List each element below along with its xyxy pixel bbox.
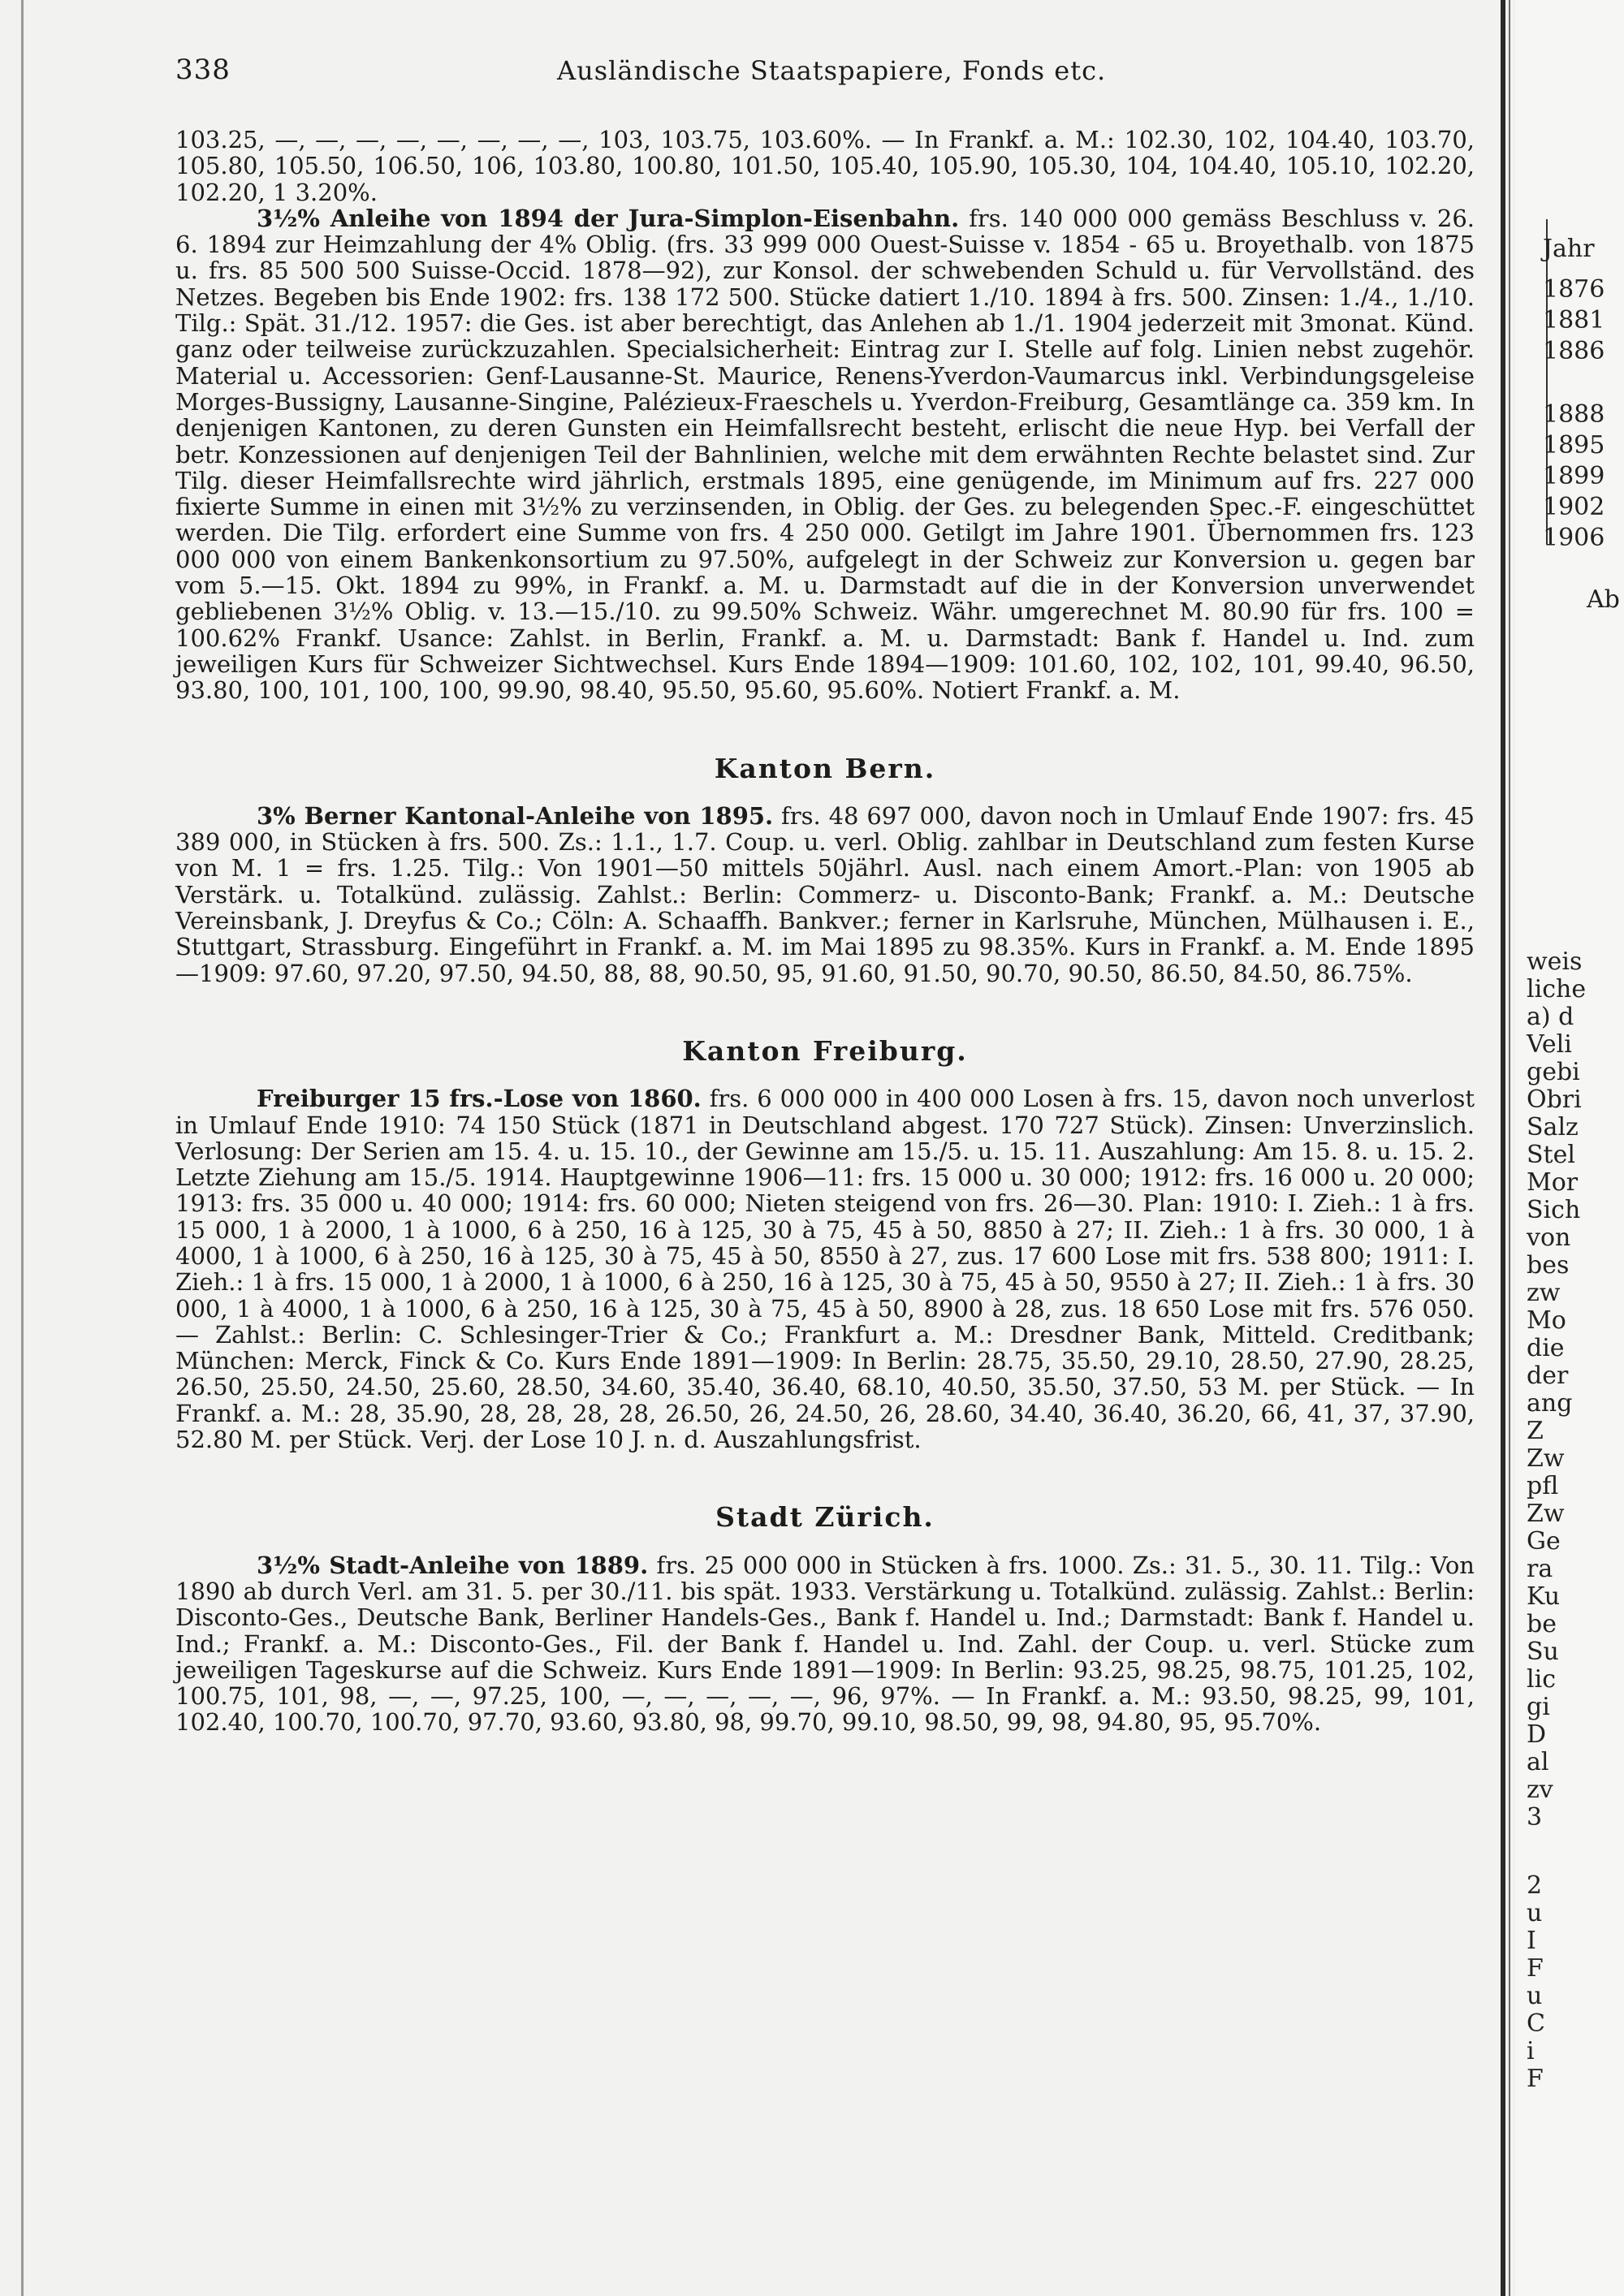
adjacent-page-fragment-text: zv xyxy=(1527,1776,1553,1804)
adjacent-page-fragment-text: Su xyxy=(1527,1638,1559,1666)
adjacent-page-fragment-text: pfl xyxy=(1527,1472,1559,1500)
adjacent-page-fragment-text: liche xyxy=(1527,975,1587,1003)
adjacent-page-fragment-text: gi xyxy=(1527,1693,1550,1721)
entry-title: 3½% Anleihe von 1894 der Jura-Simplon-Eisenbahn. xyxy=(257,204,960,232)
adjacent-page-fragment-text: Mor xyxy=(1527,1168,1579,1197)
adjacent-page-fragment-text: Zw xyxy=(1527,1444,1565,1473)
adjacent-page-fragment-text: gebi xyxy=(1527,1058,1580,1086)
adjacent-page-fragment-text: ra xyxy=(1527,1555,1553,1583)
continuation-paragraph: 103.25, —, —, —, —, —, —, —, —, 103, 103.75, 103.60%. — In Frankf. a. M.: 102.30, 102, 104.40, 103.70, 105.80, 105.50, 106.50, 106, 103.80, 100.80, 101.50, 105.40, 105.90, 105.30, 104, 104.40, 105.10, 102.20, 102.20, 1 3.20%. xyxy=(175,126,1475,206)
adjacent-page-fragment-text: Mo xyxy=(1527,1306,1566,1335)
section-heading-freiburg: Kanton Freiburg. xyxy=(682,1034,968,1067)
adjacent-page-fragment-text: Zw xyxy=(1527,1500,1565,1528)
adjacent-page-fragment-text: al xyxy=(1527,1748,1549,1776)
adjacent-page-fragment-text: ang xyxy=(1527,1389,1573,1418)
adjacent-page-fragment-text: der xyxy=(1527,1362,1569,1390)
entry-title: 3% Berner Kantonal-Anleihe von 1895. xyxy=(257,801,774,830)
book-gutter-shadow xyxy=(1501,0,1505,2296)
adjacent-page-fragment-text: 1899 xyxy=(1543,462,1605,490)
adjacent-page-fragment-text: lic xyxy=(1527,1665,1556,1694)
adjacent-page-fragment-text: 1906 xyxy=(1543,524,1605,552)
adjacent-page-fragment-text: von xyxy=(1527,1224,1571,1252)
adjacent-page-fragment-text: F xyxy=(1527,2065,1544,2093)
adjacent-page-fragment-text: Ge xyxy=(1527,1527,1561,1556)
adjacent-page-fragment-text: Salz xyxy=(1527,1113,1579,1142)
entry-body: frs. 140 000 000 gemäss Beschluss v. 26. 6. 1894 zur Heimzahlung der 4% Oblig. (frs. 33 999 000 Ouest-Suisse v. 1854 - 65 u. Broyethalb. von 1875 u. frs. 85 500 500 Suisse-Occid. 1878—92), zur Konsol. der schwebenden Schuld u. für Vervollständ. des Netzes. Begeben bis Ende 1902: frs. 138 172 500. Stücke datiert 1./10. 1894 à frs. 500. Zinsen: 1./4., 1./10. Tilg.: Spät. 31./12. 1957: die Ges. ist aber berechtigt, das Anlehen ab 1./1. 1904 jederzeit mit 3monat. Künd. ganz oder teilweise zurückzuzahlen. Specialsicherheit: Eintrag zur I. Stelle auf folg. Linien nebst zugehör. Material u. Accessorien: Genf-Lausanne-St. Maurice, Renens-Yverdon-Vaumarcus inkl. Verbindungsgeleise Morges-Bussigny, Lausanne-Singine, Palézieux-Fraeschels u. Yverdon-Freiburg, Gesamtlänge ca. 359 km. In denjenigen Kantonen, zu deren Gunsten ein Heimfallsrecht besteht, erlischt die neue Hyp. bei Verfall der betr. Konzessionen auf denjenigen Teil der Bahnlinien, welche mit dem erwähnten Rechte belastet sind. Zur Tilg. dieser Heimfallsrechte wird jährlich, erstmals 1895, eine genügende, im Minimum auf frs. 227 000 fixierte Summe in einen mit 3½% zu verzinsenden, in Oblig. der Ges. zu belegenden Spec.-F. eingeschüttet werden. Die Tilg. erfordert eine Summe von frs. 4 250 000. Getilgt im Jahre 1901. Übernommen frs. 123 000 000 von einem Bankenkonsortium zu 97.50%, aufgelegt in der Schweiz zur Konversion u. gegen bar vom 5.—15. Okt. 1894 zu 99%, in Frankf. a. M. u. Darmstadt auf die in der Konversion unverwendet gebliebenen 3½% Oblig. v. 13.—15./10. zu 99.50% Schweiz. Währ. umgerechnet M. 80.90 für frs. 100 = 100.62% Frankf. Usance: Zahlst. in Berlin, Frankf. a. M. u. Darmstadt: Bank f. Handel u. Ind. zum jeweiligen Kurs für Schweizer Sichtwechsel. Kurs Ende 1894—1909: 101.60, 102, 102, 101, 99.40, 96.50, 93.80, 100, 101, 100, 100, 99.90, 98.40, 95.50, 95.60, 95.60%. Notiert Frankf. a. M. xyxy=(175,204,1475,705)
adjacent-page-fragment-text: Sich xyxy=(1527,1196,1581,1224)
adjacent-page-fragment-text: be xyxy=(1527,1610,1557,1638)
entry-title: 3½% Stadt-Anleihe von 1889. xyxy=(257,1551,649,1579)
page-number: 338 xyxy=(175,54,231,86)
adjacent-page-fragment-text: Obri xyxy=(1527,1085,1582,1114)
adjacent-page-fragment-text: Stel xyxy=(1527,1141,1575,1169)
adjacent-page-fragment-text: a) d xyxy=(1527,1003,1574,1031)
adjacent-page-fragment-text: u xyxy=(1527,1899,1543,1927)
adjacent-page-fragment-text: Ku xyxy=(1527,1582,1561,1611)
adjacent-page-fragment-text: 1888 xyxy=(1543,400,1605,429)
entry-zurich xyxy=(175,1552,1475,1736)
adjacent-page-fragment-text: C xyxy=(1527,2009,1545,2038)
adjacent-page-fragment-text: F xyxy=(1527,1954,1544,1983)
entry-jura-simplon xyxy=(175,205,1475,704)
section-heading-bern: Kanton Bern. xyxy=(714,752,936,784)
adjacent-page-fragment-text: Ab xyxy=(1587,585,1620,614)
adjacent-page-fragment-text: die xyxy=(1527,1334,1565,1362)
adjacent-page-fragment-text: weis xyxy=(1527,947,1583,976)
adjacent-page-fragment-text: Jahr xyxy=(1543,235,1595,263)
adjacent-page-fragment-text: 2 xyxy=(1527,1871,1543,1900)
adjacent-page-fragment-text: zw xyxy=(1527,1279,1561,1307)
book-gutter-line xyxy=(1509,0,1510,2296)
adjacent-page-fragment-text: Z xyxy=(1527,1417,1544,1445)
adjacent-page-fragment-text: 1886 xyxy=(1543,337,1605,365)
adjacent-page-fragment-text: Veli xyxy=(1527,1030,1572,1059)
adjacent-page-fragment-text: D xyxy=(1527,1720,1547,1749)
adjacent-page-fragment xyxy=(1515,0,1624,2296)
adjacent-page-fragment-text: i xyxy=(1527,2037,1535,2065)
adjacent-page-fragment-text: bes xyxy=(1527,1251,1570,1280)
adjacent-page-fragment-text: 1902 xyxy=(1543,493,1605,521)
adjacent-page-fragment-text: 3 xyxy=(1527,1803,1543,1832)
adjacent-page-fragment-text: 1881 xyxy=(1543,306,1605,334)
adjacent-page-fragment-text: 1876 xyxy=(1543,275,1605,304)
main-text xyxy=(175,127,1475,1736)
left-edge-rule xyxy=(21,0,24,2296)
entry-body: frs. 6 000 000 in 400 000 Losen à frs. 15, davon noch unverlost in Umlauf Ende 1910: 74 150 Stück (1871 in Deutschland abgest. 170 727 Stück). Zinsen: Unverzinslich. Verlosung: Der Serien am 15. 4. u. 15. 10., der Gewinne am 15./5. u. 15. 11. Auszahlung: Am 15. 8. u. 15. 2. Letzte Ziehung am 15./5. 1914. Hauptgewinne 1906—11: frs. 15 000 u. 30 000; 1912: frs. 16 000 u. 20 000; 1913: frs. 35 000 u. 40 000; 1914: frs. 60 000; Nieten steigend von frs. 26—30. Plan: 1910: I. Zieh.: 1 à frs. 15 000, 1 à 2000, 1 à 1000, 6 à 250, 16 à 125, 30 à 75, 45 à 50, 8850 à 27; II. Zieh.: 1 à frs. 30 000, 1 à 4000, 1 à 1000, 6 à 250, 16 à 125, 30 à 75, 45 à 50, 8550 à 27, zus. 17 600 Lose mit frs. 538 800; 1911: I. Zieh.: 1 à frs. 15 000, 1 à 2000, 1 à 1000, 6 à 250, 16 à 125, 30 à 75, 45 à 50, 9550 à 27; II. Zieh.: 1 à frs. 30 000, 1 à 4000, 1 à 1000, 6 à 250, 16 à 125, 30 à 75, 45 à 50, 8900 à 28, zus. 18 650 Lose mit frs. 576 050. — Zahlst.: Berlin: C. Schlesinger-Trier & Co.; Frankfurt a. M.: Dresdner Bank, Mitteld. Creditbank; München: Merck, Finck & Co. Kurs Ende 1891—1909: In Berlin: 28.75, 35.50, 29.10, 28.50, 27.90, 28.25, 26.50, 25.50, 24.50, 25.60, 28.50, 34.60, 35.40, 36.40, 68.10, 40.50, 35.50, 37.50, 53 M. per Stück. — In Frankf. a. M.: 28, 35.90, 28, 28, 28, 28, 26.50, 26, 24.50, 26, 28.60, 34.40, 36.40, 36.20, 66, 41, 37, 37.90, 52.80 M. per Stück. Verj. der Lose 10 J. n. d. Auszahlungsfrist. xyxy=(175,1085,1475,1454)
adjacent-page-fragment-text: I xyxy=(1527,1927,1536,1955)
running-head: Ausländische Staatspapiere, Fonds etc. xyxy=(557,55,1107,86)
section-heading-zurich: Stadt Zürich. xyxy=(715,1501,935,1534)
adjacent-page-fragment-text: 1895 xyxy=(1543,431,1605,460)
entry-title: Freiburger 15 frs.-Lose von 1860. xyxy=(257,1085,702,1113)
entry-body: frs. 48 697 000, davon noch in Umlauf Ende 1907: frs. 45 389 000, in Stücken à frs. 500. Zs.: 1.1., 1.7. Coup. u. verl. Oblig. zahlbar in Deutschland zum festen Kurse von M. 1 = frs. 1.25. Tilg.: Von 1901—50 mittels 50jährl. Ausl. nach einem Amort.-Plan: von 1905 ab Verstärk. u. Totalkünd. zulässig. Zahlst.: Berlin: Commerz- u. Disconto-Bank; Frankf. a. M.: Deutsche Vereinsbank, J. Dreyfus & Co.; Cöln: A. Schaaffh. Bankver.; ferner in Karlsruhe, München, Mülhausen i. E., Stuttgart, Strassburg. Eingeführt in Frankf. a. M. im Mai 1895 zu 98.35%. Kurs in Frankf. a. M. Ende 1895—1909: 97.60, 97.20, 97.50, 94.50, 88, 88, 90.50, 95, 91.60, 91.50, 90.70, 90.50, 86.50, 84.50, 86.75%. xyxy=(175,801,1475,987)
entry-freiburg xyxy=(175,1085,1475,1452)
entry-bern xyxy=(175,803,1475,986)
adjacent-page-fragment-text: u xyxy=(1527,1982,1543,2010)
page-header xyxy=(175,54,1475,94)
entry-body: frs. 25 000 000 in Stücken à frs. 1000. Zs.: 31. 5., 30. 11. Tilg.: Von 1890 ab durch Verl. am 31. 5. per 30./11. bis spät. 1933. Verstärkung u. Totalkünd. zulässig. Zahlst.: Berlin: Disconto-Ges., Deutsche Bank, Berliner Handels-Ges., Bank f. Handel u. Ind.; Darmstadt: Bank f. Handel u. Ind.; Frankf. a. M.: Disconto-Ges., Fil. der Bank f. Handel u. Ind. Zahl. der Coup. u. verl. Stücke zum jeweiligen Tageskurse auf die Schweiz. Kurs Ende 1891—1909: In Berlin: 93.25, 98.25, 98.75, 101.25, 102, 100.75, 101, 98, —, —, 97.25, 100, —, —, —, —, —, 96, 97%. — In Frankf. a. M.: 93.50, 98.25, 99, 101, 102.40, 100.70, 100.70, 97.70, 93.60, 93.80, 98, 99.70, 99.10, 98.50, 99, 98, 94.80, 95, 95.70%. xyxy=(175,1551,1475,1737)
